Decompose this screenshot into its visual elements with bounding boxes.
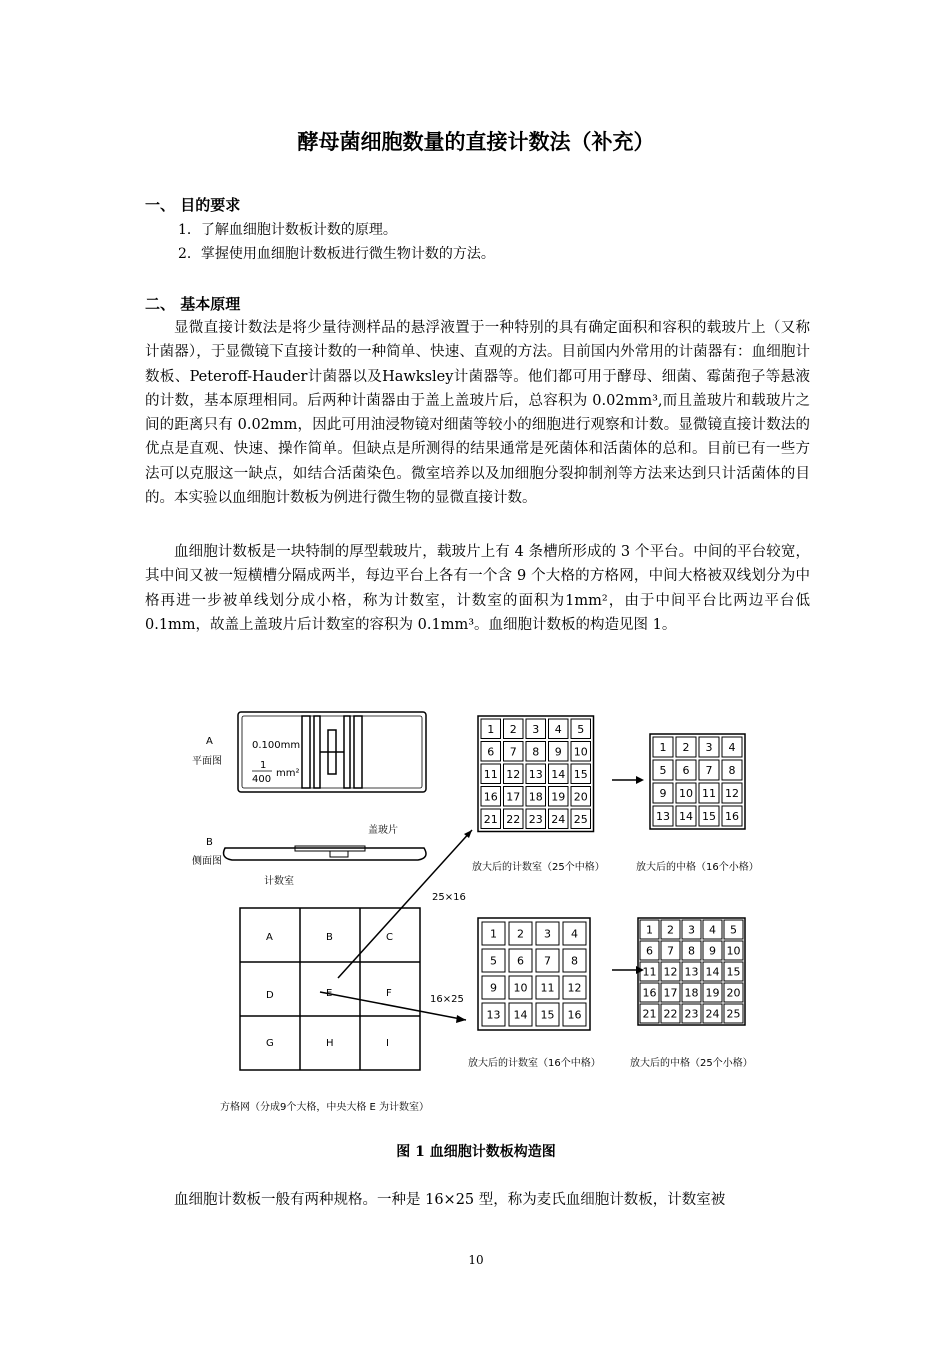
page-title: 酵母菌细胞数量的直接计数法（补充） bbox=[297, 129, 655, 154]
grid-square-number: 6 bbox=[682, 764, 690, 777]
grid-square-number: 1 bbox=[487, 722, 495, 736]
grid-square-number: 4 bbox=[571, 927, 578, 941]
caption-16-small: 放大后的中格（16个小格） bbox=[636, 862, 759, 873]
grid-square-number: 4 bbox=[709, 923, 716, 937]
grid-square-number: 6 bbox=[487, 745, 495, 759]
grid-square-number: 8 bbox=[728, 764, 736, 777]
label-side-view: 侧面图 bbox=[192, 856, 222, 867]
grid-square-number: 5 bbox=[730, 923, 737, 937]
grid-square-number: 10 bbox=[726, 944, 741, 958]
grid-square-number: 15 bbox=[540, 1008, 555, 1022]
grid-square-number: 24 bbox=[705, 1007, 720, 1021]
grid-square-number: 1 bbox=[646, 923, 653, 937]
grid-square-number: 20 bbox=[726, 986, 741, 1000]
grid-square-number: 14 bbox=[513, 1008, 528, 1022]
grid-square-number: 20 bbox=[573, 790, 588, 804]
grid-square-number: 5 bbox=[659, 764, 667, 777]
grid-square-number: 21 bbox=[483, 812, 498, 826]
grid-square-number: 9 bbox=[659, 787, 667, 800]
grid-square-number: 2 bbox=[517, 927, 524, 941]
grid-square-number: 3 bbox=[688, 923, 695, 937]
grid-square-number: 14 bbox=[705, 965, 720, 979]
grid-square-number: 17 bbox=[663, 986, 678, 1000]
grid-cell-f: F bbox=[386, 988, 392, 999]
counting-chamber-25-grid bbox=[478, 716, 594, 832]
caption-25-small: 放大后的中格（25个小格） bbox=[630, 1058, 753, 1069]
caption-25-mid: 放大后的计数室（25个中格） bbox=[472, 862, 605, 873]
grid-square-number: 7 bbox=[705, 764, 713, 777]
grid-square-number: 3 bbox=[705, 741, 713, 754]
grid-square-number: 2 bbox=[682, 741, 690, 754]
section-heading-principle: 二、 基本原理 bbox=[145, 295, 241, 313]
grid-square-number: 11 bbox=[702, 787, 716, 800]
grid-square-number: 18 bbox=[528, 790, 543, 804]
grid-cell-h: H bbox=[326, 1038, 334, 1049]
grid-square-number: 7 bbox=[544, 954, 551, 968]
grid-square-number: 9 bbox=[554, 745, 562, 759]
label-coverslip: 盖玻片 bbox=[368, 825, 398, 836]
grid-cell-d: D bbox=[266, 990, 274, 1001]
grid-cell-g: G bbox=[266, 1038, 274, 1049]
label-chamber: 计数室 bbox=[264, 876, 294, 887]
section-heading-objectives: 一、 目的要求 bbox=[145, 196, 241, 214]
grid-square-number: 6 bbox=[646, 944, 653, 958]
principle-paragraph-3: 血细胞计数板一般有两种规格。一种是 16×25 型，称为麦氏血细胞计数板，计数室被 bbox=[174, 1192, 726, 1208]
grid-square-number: 4 bbox=[554, 722, 562, 736]
grid-square-number: 23 bbox=[684, 1007, 699, 1021]
grid-square-number: 5 bbox=[577, 722, 585, 736]
grid-square-number: 25 bbox=[726, 1007, 741, 1021]
grid-square-number: 5 bbox=[490, 954, 497, 968]
grid-square-number: 14 bbox=[679, 810, 693, 823]
grid-square-number: 10 bbox=[573, 745, 588, 759]
grid-square-number: 13 bbox=[528, 767, 543, 781]
grid-cell-b: B bbox=[326, 932, 333, 943]
middle-square-25-grid bbox=[638, 918, 745, 1025]
grid-square-number: 23 bbox=[528, 812, 543, 826]
grid-cell-a: A bbox=[266, 932, 273, 943]
scale-unit: mm² bbox=[276, 768, 300, 779]
grid-square-number: 16 bbox=[642, 986, 657, 1000]
principle-paragraph-1: 显微直接计数法是将少量待测样品的悬浮液置于一种特别的具有确定面积和容积的载玻片上（又称计菌器），于显微镜下直接计数的一种简单、快速、直观的方法。目前国内外常用的计菌器有：血细胞计数板、Peteroff-Hauder计菌器以及Hawksley计菌器等。他们都可用于酵母、细菌、霉菌孢子等悬液的计数，基本原理相同。后两种计菌器由于盖上盖玻片后，总容积为 0.02mm³,而且盖玻片和载玻片之间的距离只有 0.02mm，因此可用油浸物镜对细菌等较小的细胞进行观察和计数。显微镜直接计数法的优点是直观、快速、操作简单。但缺点是所测得的结果通常是死菌体和活菌体的总和。目前已有一些方法可以克服这一缺点，如结合活菌染色。微室培养以及加细胞分裂抑制剂等方法来达到只计活菌体的目的。本实验以血细胞计数板为例进行微生物的显微直接计数。 bbox=[145, 320, 810, 507]
grid-square-number: 8 bbox=[532, 745, 540, 759]
grid-square-number: 12 bbox=[663, 965, 678, 979]
label-25x16: 25×16 bbox=[432, 892, 466, 903]
grid-square-number: 1 bbox=[490, 927, 497, 941]
grid-square-number: 16 bbox=[567, 1008, 582, 1022]
grid-square-number: 2 bbox=[667, 923, 674, 937]
grid-square-number: 7 bbox=[667, 944, 674, 958]
grid-square-number: 12 bbox=[725, 787, 739, 800]
grid-square-number: 3 bbox=[544, 927, 551, 941]
grid-square-number: 8 bbox=[688, 944, 695, 958]
caption-16-mid: 放大后的计数室（16个中格） bbox=[468, 1058, 601, 1069]
grid-square-number: 11 bbox=[642, 965, 657, 979]
grid-square-number: 25 bbox=[573, 812, 588, 826]
figure-caption: 图 1 血细胞计数板构造图 bbox=[396, 1144, 556, 1160]
page-number: 10 bbox=[468, 1253, 484, 1267]
grid-square-number: 9 bbox=[709, 944, 716, 958]
scale-frac-num: 1 bbox=[260, 760, 267, 771]
grid-square-number: 15 bbox=[702, 810, 716, 823]
grid-square-number: 19 bbox=[705, 986, 720, 1000]
label-a: A bbox=[206, 736, 213, 747]
grid-square-number: 17 bbox=[506, 790, 521, 804]
grid-square-number: 1 bbox=[659, 741, 667, 754]
grid-square-number: 16 bbox=[483, 790, 498, 804]
grid-square-number: 9 bbox=[490, 981, 497, 995]
hemocytometer-figure bbox=[180, 700, 780, 1130]
grid-square-number: 13 bbox=[684, 965, 699, 979]
grid-square-number: 12 bbox=[567, 981, 582, 995]
grid-square-number: 2 bbox=[509, 722, 517, 736]
grid-square-number: 11 bbox=[540, 981, 555, 995]
grid-square-number: 13 bbox=[656, 810, 670, 823]
grid-square-number: 7 bbox=[509, 745, 517, 759]
scale-top: 0.100mm bbox=[252, 740, 301, 751]
principle-paragraph-2: 血细胞计数板是一块特制的厚型载玻片，载玻片上有 4 条槽所形成的 3 个平台。中间的平台较宽，其中间又被一短横槽分隔成两半，每边平台上各有一个含 9 个大格的方格网，中间大格被双线划分为中格再进一步被单线划分成小格，称为计数室，计数室的面积为1mm²，由于中间平台比两边平台低 0.1mm，故盖上盖玻片后计数室的容积为 0.1mm³。血细胞计数板的构造见图 1。 bbox=[145, 544, 810, 633]
grid-square-number: 6 bbox=[517, 954, 524, 968]
grid-square-number: 8 bbox=[571, 954, 578, 968]
label-16x25: 16×25 bbox=[430, 994, 464, 1005]
grid-cell-e: E bbox=[326, 988, 333, 999]
grid-square-number: 16 bbox=[725, 810, 739, 823]
label-plan-view: 平面图 bbox=[192, 756, 222, 767]
grid-square-number: 21 bbox=[642, 1007, 657, 1021]
grid-square-number: 15 bbox=[573, 767, 588, 781]
objective-item-2: 2．掌握使用血细胞计数板进行微生物计数的方法。 bbox=[178, 246, 495, 262]
grid-square-number: 11 bbox=[483, 767, 498, 781]
objective-item-1: 1．了解血细胞计数板计数的原理。 bbox=[178, 222, 397, 238]
grid-cell-i: I bbox=[386, 1038, 389, 1049]
middle-square-16-grid bbox=[650, 734, 745, 829]
grid-square-number: 13 bbox=[486, 1008, 501, 1022]
grid-square-number: 24 bbox=[551, 812, 566, 826]
scale-frac-den: 400 bbox=[252, 774, 272, 785]
grid-square-number: 22 bbox=[506, 812, 521, 826]
label-b: B bbox=[206, 837, 213, 848]
grid-square-number: 3 bbox=[532, 722, 540, 736]
grid-square-number: 18 bbox=[684, 986, 699, 1000]
grid-cell-c: C bbox=[386, 932, 393, 943]
grid-square-number: 10 bbox=[679, 787, 693, 800]
grid-square-number: 14 bbox=[551, 767, 566, 781]
grid-square-number: 15 bbox=[726, 965, 741, 979]
grid-square-number: 19 bbox=[551, 790, 566, 804]
grid-square-number: 10 bbox=[513, 981, 528, 995]
counting-chamber-16-grid bbox=[478, 918, 590, 1030]
grid-square-number: 12 bbox=[506, 767, 521, 781]
grid-caption: 方格网（分成9个大格，中央大格 E 为计数室） bbox=[220, 1102, 430, 1113]
grid-square-number: 22 bbox=[663, 1007, 678, 1021]
grid-square-number: 4 bbox=[728, 741, 736, 754]
